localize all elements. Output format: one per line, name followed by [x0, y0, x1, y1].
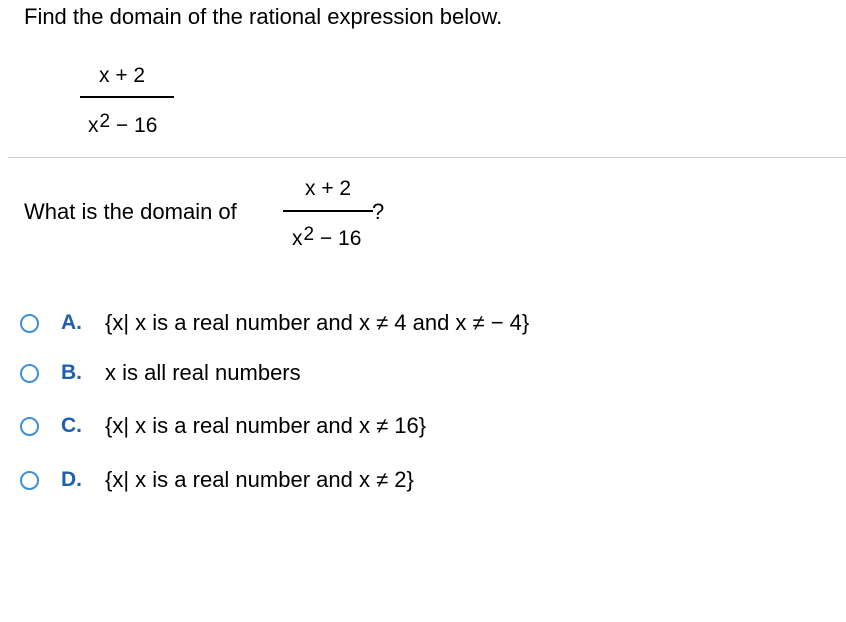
denominator-rest: − 16	[110, 114, 158, 137]
option-text: x is all real numbers	[105, 360, 301, 385]
question-fraction-bar	[283, 210, 373, 212]
option-d[interactable]	[20, 464, 660, 496]
option-a[interactable]	[20, 307, 660, 339]
radio-circle-icon[interactable]	[20, 417, 39, 436]
expression-numerator: x + 2	[99, 64, 146, 87]
denominator-exponent: 2	[99, 111, 111, 132]
question-denominator-base: x	[292, 227, 303, 250]
section-divider	[8, 157, 846, 158]
fraction-bar	[80, 96, 174, 98]
option-text: {x| x is a real number and x ≠ 4 and x ≠ − 4}	[105, 310, 530, 335]
question-text: What is the domain of	[24, 199, 237, 224]
option-text: {x| x is a real number and x ≠ 16}	[105, 413, 427, 438]
expression-denominator	[88, 111, 158, 138]
option-letter: B.	[61, 361, 82, 384]
instruction-text: Find the domain of the rational expression below.	[24, 4, 503, 29]
question-numerator: x + 2	[305, 177, 352, 200]
option-b[interactable]	[20, 357, 660, 389]
question-denominator-rest: − 16	[314, 227, 362, 250]
option-c[interactable]	[20, 410, 660, 442]
question-denominator	[292, 224, 362, 251]
option-text: {x| x is a real number and x ≠ 2}	[105, 467, 414, 492]
radio-circle-icon[interactable]	[20, 471, 39, 490]
option-letter: D.	[61, 468, 82, 491]
question-denominator-exponent: 2	[303, 224, 315, 245]
option-letter: C.	[61, 414, 82, 437]
radio-circle-icon[interactable]	[20, 364, 39, 383]
denominator-base: x	[88, 114, 99, 137]
radio-circle-icon[interactable]	[20, 314, 39, 333]
question-mark: ?	[372, 199, 385, 224]
option-letter: A.	[61, 311, 82, 334]
